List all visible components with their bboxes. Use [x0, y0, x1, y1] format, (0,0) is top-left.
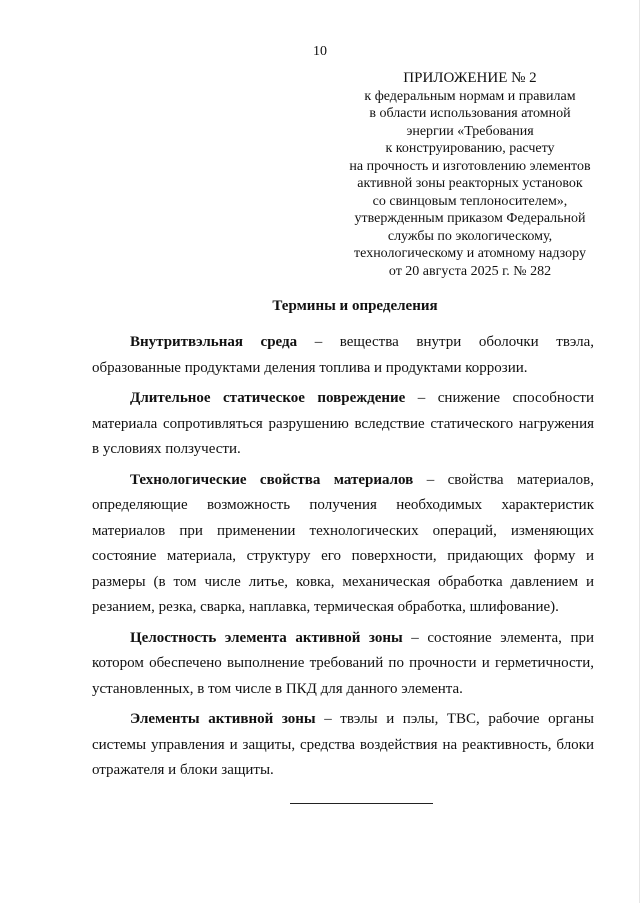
definition-term: Внутритвэльная среда	[130, 334, 298, 350]
appendix-line: активной зоны реакторных установок	[357, 176, 583, 191]
definition-paragraph	[92, 330, 594, 381]
definitions-list	[92, 330, 594, 789]
appendix-line: технологическому и атомному надзору	[354, 246, 586, 261]
definition-text: – твэлы и пэлы, ТВС, рабочие органы системы управления и защиты, средства воздействия на реактивность, блоки отражателя и блоки защиты.	[92, 711, 594, 778]
definition-paragraph	[92, 626, 594, 703]
definition-paragraph	[92, 386, 594, 463]
appendix-line: энергии «Требования	[406, 123, 534, 139]
page-number: 10	[313, 44, 327, 59]
definition-text: – свойства материалов, определяющие возможность получения необходимых характеристик материалов при применении технологических операций, изменяющих состояние материала, структуру его поверхности, придающих форму и размеры (в том числе литье, ковка, механическая обработка давлением и резанием, резка, сварка, наплавка, термическая обработка, шлифование).	[92, 471, 594, 615]
appendix-line: утвержденным приказом Федеральной	[354, 211, 586, 226]
appendix-header	[330, 70, 610, 280]
appendix-line: к конструированию, расчету	[385, 141, 555, 156]
definition-paragraph	[92, 468, 594, 621]
definition-text: – вещества внутри оболочки твэла, образованные продуктами деления топлива и продуктами коррозии.	[92, 334, 594, 376]
closing-divider	[290, 803, 433, 804]
definition-paragraph	[92, 707, 594, 784]
appendix-line: к федеральным нормам и правилам	[364, 88, 576, 104]
definition-term: Целостность элемента активной зоны	[130, 629, 403, 646]
definition-text: – состояние элемента, при котором обеспечено выполнение требований по прочности и герметичности, установленных, в том числе в ПКД для данного элемента.	[92, 629, 594, 697]
appendix-line: в области использования атомной	[369, 106, 571, 121]
appendix-line: со свинцовым теплоносителем»,	[372, 193, 568, 209]
definition-term: Длительное статическое повреждение	[130, 390, 406, 406]
definition-term: Технологические свойства материалов	[130, 471, 414, 488]
appendix-line: от 20 августа 2025 г. № 282	[388, 263, 552, 279]
definition-text: – снижение способности материала сопротивляться разрушению вследствие статического нагружения в условиях ползучести.	[92, 390, 594, 457]
appendix-line: службы по экологическому,	[387, 228, 553, 244]
appendix-heading: ПРИЛОЖЕНИЕ № 2	[403, 70, 537, 86]
section-title: Термины и определения	[272, 298, 438, 314]
appendix-line: на прочность и изготовлению элементов	[349, 158, 591, 174]
definition-term: Элементы активной зоны	[130, 711, 316, 727]
